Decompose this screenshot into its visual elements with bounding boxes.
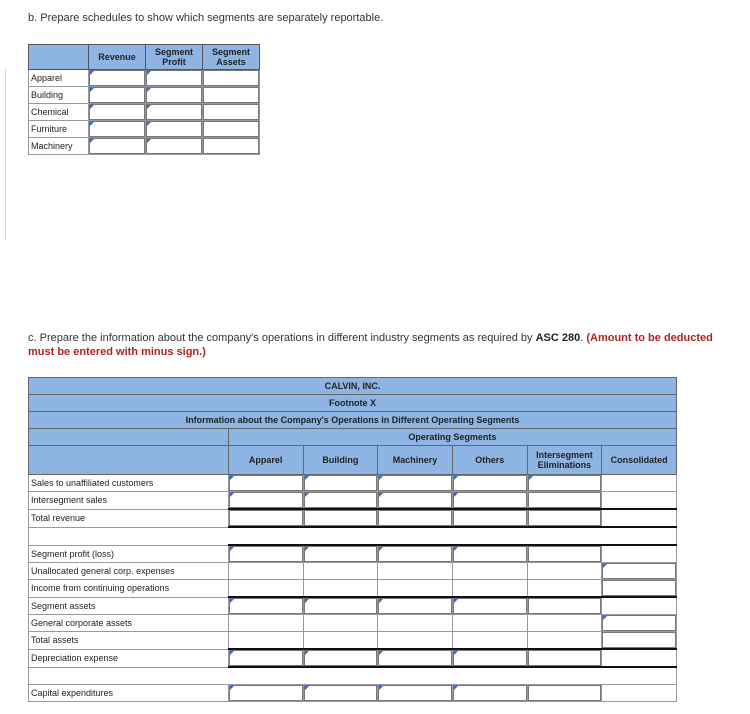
gca-consolidated-input[interactable] bbox=[602, 615, 677, 632]
dep-others-input[interactable] bbox=[452, 649, 527, 667]
apparel-revenue-input[interactable] bbox=[89, 70, 146, 87]
capex-elim-input[interactable] bbox=[527, 685, 602, 702]
col-segment-profit: Segment Profit bbox=[146, 45, 203, 70]
row-label: Depreciation expense bbox=[29, 649, 229, 667]
machinery-assets-input[interactable] bbox=[203, 138, 260, 155]
col-segment-assets: Segment Assets bbox=[203, 45, 260, 70]
building-revenue-input[interactable] bbox=[89, 87, 146, 104]
dep-elim-input[interactable] bbox=[527, 649, 602, 667]
dep-consolidated-cell bbox=[602, 649, 677, 667]
col-machinery: Machinery bbox=[378, 446, 453, 475]
row-furniture bbox=[29, 121, 260, 138]
row-chemical bbox=[29, 104, 260, 121]
building-profit-input[interactable] bbox=[146, 87, 203, 104]
row-label: Income from continuing operations bbox=[29, 580, 229, 598]
row-label: Furniture bbox=[29, 121, 89, 138]
interseg-apparel-input[interactable] bbox=[228, 492, 303, 510]
row-label: Building bbox=[29, 87, 89, 104]
row-capital-expenditures bbox=[29, 685, 677, 702]
row-segment-profit bbox=[29, 545, 677, 563]
row-unallocated bbox=[29, 563, 677, 580]
row-label: Intersegment sales bbox=[29, 492, 229, 510]
row-label: Chemical bbox=[29, 104, 89, 121]
col-revenue: Revenue bbox=[89, 45, 146, 70]
apparel-assets-input[interactable] bbox=[203, 70, 260, 87]
col-intersegment-eliminations: Intersegment Eliminations bbox=[527, 446, 602, 475]
assets-consolidated-cell bbox=[602, 597, 677, 615]
spacer-row bbox=[29, 527, 677, 545]
row-label: Segment assets bbox=[29, 597, 229, 615]
row-label: Total assets bbox=[29, 632, 229, 650]
machinery-revenue-input[interactable] bbox=[89, 138, 146, 155]
row-label: Capital expenditures bbox=[29, 685, 229, 702]
unallocated-consolidated-input[interactable] bbox=[602, 563, 677, 580]
capex-consolidated-cell bbox=[602, 685, 677, 702]
apparel-profit-input[interactable] bbox=[146, 70, 203, 87]
row-building bbox=[29, 87, 260, 104]
assets-apparel-input[interactable] bbox=[228, 597, 303, 615]
interseg-consolidated-cell bbox=[602, 492, 677, 510]
assets-building-input[interactable] bbox=[303, 597, 378, 615]
capex-machinery-input[interactable] bbox=[378, 685, 453, 702]
footnote-title: Footnote X bbox=[29, 395, 677, 412]
profit-machinery-input[interactable] bbox=[378, 545, 453, 563]
dep-apparel-input[interactable] bbox=[228, 649, 303, 667]
row-label: Apparel bbox=[29, 70, 89, 87]
profit-elim-input[interactable] bbox=[527, 545, 602, 563]
part-b-instruction: b. Prepare schedules to show which segments are separately reportable. bbox=[28, 12, 384, 24]
row-sales-unaffiliated bbox=[29, 475, 677, 492]
company-name: CALVIN, INC. bbox=[29, 378, 677, 395]
furniture-profit-input[interactable] bbox=[146, 121, 203, 138]
col-apparel: Apparel bbox=[228, 446, 303, 475]
row-intersegment-sales bbox=[29, 492, 677, 510]
totrev-others-cell[interactable] bbox=[452, 509, 527, 527]
row-label: Sales to unaffiliated customers bbox=[29, 475, 229, 492]
sales-apparel-input[interactable] bbox=[228, 475, 303, 492]
row-label: Unallocated general corp. expenses bbox=[29, 563, 229, 580]
chemical-assets-input[interactable] bbox=[203, 104, 260, 121]
sales-consolidated-cell bbox=[602, 475, 677, 492]
machinery-profit-input[interactable] bbox=[146, 138, 203, 155]
segments-reportable-table bbox=[28, 44, 260, 155]
assets-elim-input[interactable] bbox=[527, 597, 602, 615]
interseg-others-input[interactable] bbox=[452, 492, 527, 510]
sales-others-input[interactable] bbox=[452, 475, 527, 492]
chemical-profit-input[interactable] bbox=[146, 104, 203, 121]
totrev-building-cell[interactable] bbox=[303, 509, 378, 527]
t1-corner bbox=[29, 45, 89, 70]
profit-consolidated-cell bbox=[602, 545, 677, 563]
capex-apparel-input[interactable] bbox=[228, 685, 303, 702]
totrev-machinery-cell[interactable] bbox=[378, 509, 453, 527]
sales-elim-input[interactable] bbox=[527, 475, 602, 492]
spacer-row bbox=[29, 667, 677, 685]
table-subtitle: Information about the Company's Operations in Different Operating Segments bbox=[29, 412, 677, 429]
profit-apparel-input[interactable] bbox=[228, 545, 303, 563]
row-apparel bbox=[29, 70, 260, 87]
dep-machinery-input[interactable] bbox=[378, 649, 453, 667]
row-label: Total revenue bbox=[29, 509, 229, 527]
furniture-revenue-input[interactable] bbox=[89, 121, 146, 138]
sales-building-input[interactable] bbox=[303, 475, 378, 492]
row-income-continuing bbox=[29, 580, 677, 598]
row-label: General corporate assets bbox=[29, 615, 229, 632]
furniture-assets-input[interactable] bbox=[203, 121, 260, 138]
chemical-revenue-input[interactable] bbox=[89, 104, 146, 121]
building-assets-input[interactable] bbox=[203, 87, 260, 104]
assets-others-input[interactable] bbox=[452, 597, 527, 615]
part-c-instruction: c. Prepare the information about the company's operations in different industry segments as required by ASC 280. (Amount to be deducted must be entered with minus sign.) bbox=[28, 332, 713, 358]
totassets-consolidated-cell[interactable] bbox=[602, 632, 677, 650]
interseg-elim-input[interactable] bbox=[527, 492, 602, 510]
interseg-building-input[interactable] bbox=[303, 492, 378, 510]
row-general-corporate-assets bbox=[29, 615, 677, 632]
row-label: Machinery bbox=[29, 138, 89, 155]
left-margin-bar bbox=[0, 68, 6, 240]
totrev-consolidated-cell bbox=[602, 509, 677, 527]
income-consolidated-cell[interactable] bbox=[602, 580, 677, 598]
profit-others-input[interactable] bbox=[452, 545, 527, 563]
row-total-assets bbox=[29, 632, 677, 650]
dep-building-input[interactable] bbox=[303, 649, 378, 667]
segment-footnote-table bbox=[28, 377, 677, 702]
totrev-elim-cell[interactable] bbox=[527, 509, 602, 527]
row-depreciation bbox=[29, 649, 677, 667]
blank-header bbox=[29, 429, 229, 446]
col-building: Building bbox=[303, 446, 378, 475]
profit-building-input[interactable] bbox=[303, 545, 378, 563]
blank-col-header bbox=[29, 446, 229, 475]
row-total-revenue bbox=[29, 509, 677, 527]
col-consolidated: Consolidated bbox=[602, 446, 677, 475]
capex-others-input[interactable] bbox=[452, 685, 527, 702]
row-segment-assets bbox=[29, 597, 677, 615]
operating-segments-header: Operating Segments bbox=[228, 429, 676, 446]
interseg-machinery-input[interactable] bbox=[378, 492, 453, 510]
capex-building-input[interactable] bbox=[303, 685, 378, 702]
sales-machinery-input[interactable] bbox=[378, 475, 453, 492]
row-machinery bbox=[29, 138, 260, 155]
assets-machinery-input[interactable] bbox=[378, 597, 453, 615]
totrev-apparel-cell[interactable] bbox=[228, 509, 303, 527]
col-others: Others bbox=[452, 446, 527, 475]
row-label: Segment profit (loss) bbox=[29, 545, 229, 563]
